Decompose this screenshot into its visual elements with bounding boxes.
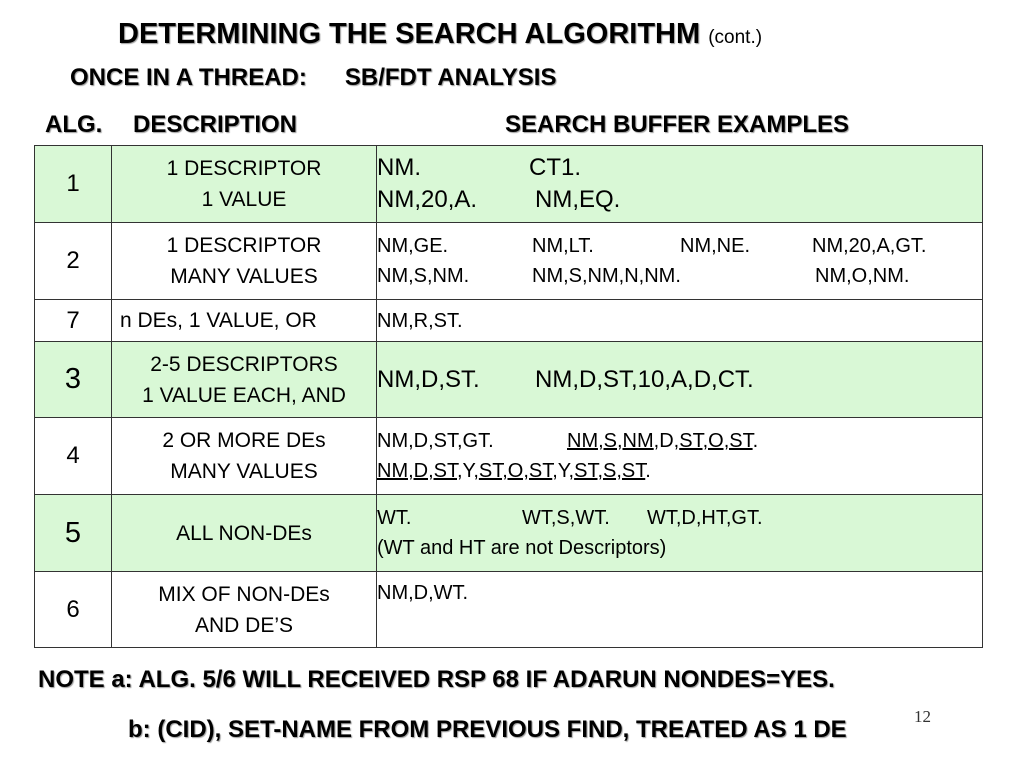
desc-line: 2 OR MORE DEs xyxy=(162,429,326,452)
alg-description xyxy=(112,146,377,223)
alg-number: 1 xyxy=(35,146,112,223)
alg-examples xyxy=(377,300,983,342)
alg-number: 6 xyxy=(35,572,112,648)
example-token: ,Y, xyxy=(552,460,575,482)
example-line xyxy=(377,503,982,533)
subtitle xyxy=(70,64,556,92)
desc-line: MANY VALUES xyxy=(170,460,318,483)
desc-line: MANY VALUES xyxy=(170,265,318,288)
example-token: NM,LT. xyxy=(532,235,594,257)
alg-number: 7 xyxy=(35,300,112,342)
note-a: NOTE a: ALG. 5/6 WILL RECEIVED RSP 68 IF ADARUN NONDES=YES. xyxy=(38,666,835,693)
example-token: NM,20,A,GT. xyxy=(812,235,927,257)
example-token: NM,D,ST,10,A,D,CT. xyxy=(535,365,754,393)
title-suffix: (cont.) xyxy=(708,27,763,48)
table-row xyxy=(35,572,983,648)
alg-number: 3 xyxy=(35,342,112,418)
page-title xyxy=(118,18,762,51)
example-line xyxy=(377,306,982,336)
desc-line: AND DE’S xyxy=(194,613,294,637)
table-row xyxy=(35,342,983,418)
example-token: NM,S,NM,N,NM. xyxy=(532,265,681,287)
alg-number: 4 xyxy=(35,418,112,495)
desc-line: 1 DESCRIPTOR xyxy=(166,234,322,257)
alg-description xyxy=(112,572,377,648)
header-alg: ALG. xyxy=(45,111,103,138)
example-token: . xyxy=(645,460,651,482)
example-token: NM,O,NM. xyxy=(815,265,910,287)
example-token: NM,GE. xyxy=(377,235,449,257)
header-examples: SEARCH BUFFER EXAMPLES xyxy=(505,111,850,138)
header-description: DESCRIPTION xyxy=(133,111,298,138)
example-token: NM,D,ST,GT. xyxy=(377,430,494,452)
subtitle-right: SB/FDT ANALYSIS xyxy=(344,64,557,91)
example-line: (WT and HT are not Descriptors) xyxy=(377,537,667,559)
example-token: WT. xyxy=(377,507,412,529)
example-line xyxy=(377,261,982,291)
example-token-underlined: NM,S,NM xyxy=(567,430,654,452)
example-token: NM,EQ. xyxy=(535,186,621,213)
table-row xyxy=(35,146,983,223)
example-token: ,D, xyxy=(653,430,680,452)
algorithm-table xyxy=(34,145,983,648)
table-row xyxy=(35,418,983,495)
table-row xyxy=(35,300,983,342)
example-token-underlined: ST,O,ST xyxy=(679,430,753,452)
alg-description xyxy=(112,342,377,418)
desc-line: 1 VALUE xyxy=(201,188,287,211)
example-token: NM,NE. xyxy=(680,235,750,257)
example-token: ,Y, xyxy=(457,460,479,482)
example-token: NM. xyxy=(377,154,421,181)
table-row xyxy=(35,495,983,572)
example-token: NM,20,A. xyxy=(377,186,478,213)
desc-line: ALL NON-DEs xyxy=(176,521,312,545)
example-token: NM,R,ST. xyxy=(377,309,463,332)
example-token-underlined: NM,D,ST xyxy=(377,460,457,482)
example-line xyxy=(377,184,982,216)
example-token: NM,D,WT. xyxy=(377,582,469,604)
example-token: . xyxy=(752,430,759,452)
example-token: NM,D,ST. xyxy=(377,365,480,393)
desc-line: 1 VALUE EACH, AND xyxy=(142,383,346,407)
note-b: b: (CID), SET-NAME FROM PREVIOUS FIND, TREATED AS 1 DE xyxy=(128,716,847,743)
example-line xyxy=(377,231,982,261)
example-token: NM,S,NM. xyxy=(377,265,470,287)
alg-examples xyxy=(377,342,983,418)
example-token: CT1. xyxy=(529,154,582,181)
alg-description xyxy=(112,418,377,495)
example-line xyxy=(377,456,982,486)
desc-line: n DEs, 1 VALUE, OR xyxy=(120,309,317,332)
alg-examples xyxy=(377,495,983,572)
title-text: DETERMINING THE SEARCH ALGORITHM xyxy=(118,18,701,50)
alg-examples xyxy=(377,418,983,495)
example-token: WT,S,WT. xyxy=(522,507,610,529)
subtitle-left: ONCE IN A THREAD: xyxy=(70,64,307,91)
example-line xyxy=(377,152,982,184)
page-number: 12 xyxy=(914,707,931,726)
desc-line: MIX OF NON-DEs xyxy=(158,582,330,606)
alg-examples xyxy=(377,572,983,648)
table-row xyxy=(35,223,983,300)
desc-line: 2-5 DESCRIPTORS xyxy=(150,352,338,376)
alg-examples xyxy=(377,146,983,223)
example-line xyxy=(377,364,982,396)
alg-examples xyxy=(377,223,983,300)
desc-line: 1 DESCRIPTOR xyxy=(166,157,322,180)
example-token-underlined: ST,O,ST xyxy=(478,460,553,482)
example-line xyxy=(377,426,982,456)
alg-description xyxy=(112,300,377,342)
example-token: WT,D,HT,GT. xyxy=(647,507,763,529)
alg-description xyxy=(112,223,377,300)
alg-description xyxy=(112,495,377,572)
alg-number: 2 xyxy=(35,223,112,300)
example-line xyxy=(377,578,982,608)
alg-number: 5 xyxy=(35,495,112,572)
example-token-underlined: ST,S,ST xyxy=(574,460,646,482)
